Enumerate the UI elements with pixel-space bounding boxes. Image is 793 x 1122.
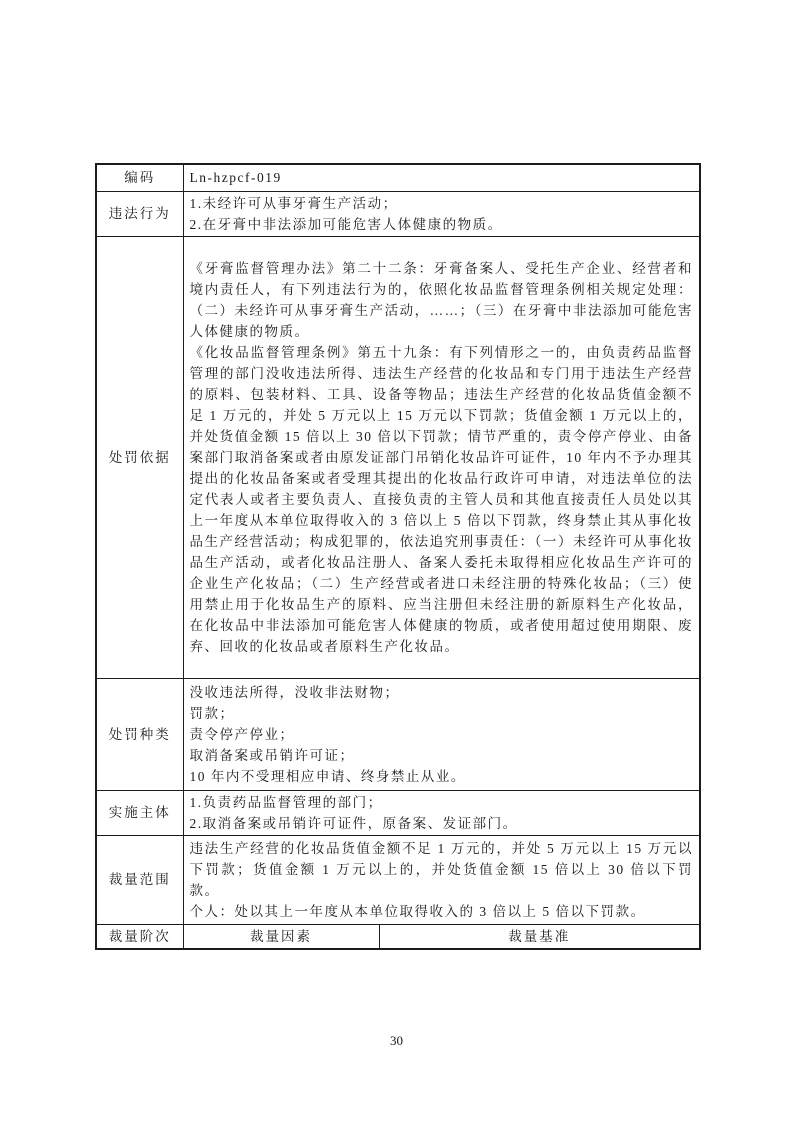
illegal-act-line: 2.在牙膏中非法添加可能危害人体健康的物质。: [189, 216, 503, 232]
row-penalty-types: [96, 678, 700, 790]
implementing-body-line: 2.取消备案或吊销许可证件，原备案、发证部门。: [189, 815, 518, 831]
row-penalty-basis: [96, 236, 700, 678]
penalty-type-line: 取消备案或吊销许可证；: [189, 747, 355, 763]
penalty-basis-paragraph: 《化妆品监督管理条例》第五十九条：有下列情形之一的，由负责药品监督管理的部门没收违法所得、违法生产经营的化妆品和专门用于违法生产经营的原料、包装材料、工具、设备等物品；违法生产经营的化妆品货值金额不足 1 万元的，并处 5 万元以上 15 万元以下罚款；货值金额 1 万元以上的，并处货值金额 15 倍以上 30 倍以下罚款；情节严重的，责令停产停业、由备案部门取消备案或者由原发证部门吊销化妆品许可证件，10 年内不予办理其提出的化妆品备案或者受理其提出的化妆品行政许可申请，对违法单位的法定代表人或者主要负责人、直接负责的主管人员和其他直接责任人员处以其上一年度从本单位取得收入的 3 倍以上 5 倍以下罚款，终身禁止其从事化妆品生产经营活动；构成犯罪的，依法追究刑事责任：（一）未经许可从事化妆品生产活动，或者化妆品注册人、备案人委托未取得相应化妆品生产许可的企业生产化妆品；（二）生产经营或者进口未经注册的特殊化妆品；（三）使用禁止用于化妆品生产的原料、应当注册但未经注册的新原料生产化妆品，在化妆品中非法添加可能危害人体健康的物质，或者使用超过使用期限、废弃、回收的化妆品或者原料生产化妆品。: [189, 344, 693, 654]
penalty-basis-paragraph: 《牙膏监督管理办法》第二十二条：牙膏备案人、受托生产企业、经营者和境内责任人，有下列违法行为的，依照化妆品监督管理条例相关规定处理：（二）未经许可从事牙膏生产活动，……；（三）在牙膏中非法添加可能危害人体健康的物质。: [189, 260, 693, 339]
row-illegal-act-label: 违法行为: [96, 191, 183, 236]
row-discretion-scope-label: 裁量范围: [96, 835, 183, 924]
row-penalty-types-content: [183, 678, 700, 790]
page-number: 30: [390, 1033, 403, 1048]
discretion-scope-line: 违法生产经营的化妆品货值金额不足 1 万元的，并处 5 万元以上 15 万元以下罚款；货值金额 1 万元以上的，并处货值金额 15 倍以上 30 倍以下罚款。: [189, 840, 693, 898]
row-penalty-basis-label: 处罚依据: [96, 236, 183, 678]
row-discretion-header: [96, 924, 700, 949]
penalty-type-line: 10 年内不受理相应申请、终身禁止从业。: [189, 768, 466, 784]
discretion-factor-header: 裁量因素: [183, 924, 379, 949]
penalty-type-line: 责令停产停业；: [189, 726, 295, 742]
discretion-scope-line: 个人：处以其上一年度从本单位取得收入的 3 倍以上 5 倍以下罚款。: [189, 903, 646, 919]
penalty-type-line: 罚款；: [189, 705, 235, 721]
row-illegal-act: [96, 191, 700, 236]
row-code-value: Ln-hzpcf-019: [183, 164, 700, 191]
row-penalty-basis-content: [183, 236, 700, 678]
row-code-label: 编码: [96, 164, 183, 191]
row-code: [96, 164, 700, 191]
row-discretion-scope-content: [183, 835, 700, 924]
row-discretion-scope: [96, 835, 700, 924]
penalty-discretion-table: [95, 163, 701, 950]
row-discretion-header-label: 裁量阶次: [96, 924, 183, 949]
row-implementing-body-content: [183, 790, 700, 835]
implementing-body-line: 1.负责药品监督管理的部门；: [189, 794, 383, 810]
row-penalty-types-label: 处罚种类: [96, 678, 183, 790]
row-implementing-body-label: 实施主体: [96, 790, 183, 835]
row-illegal-act-content: [183, 191, 700, 236]
penalty-type-line: 没收违法所得，没收非法财物；: [189, 684, 400, 700]
discretion-standard-header: 裁量基准: [379, 924, 700, 949]
row-implementing-body: [96, 790, 700, 835]
illegal-act-line: 1.未经许可从事牙膏生产活动；: [189, 195, 398, 211]
